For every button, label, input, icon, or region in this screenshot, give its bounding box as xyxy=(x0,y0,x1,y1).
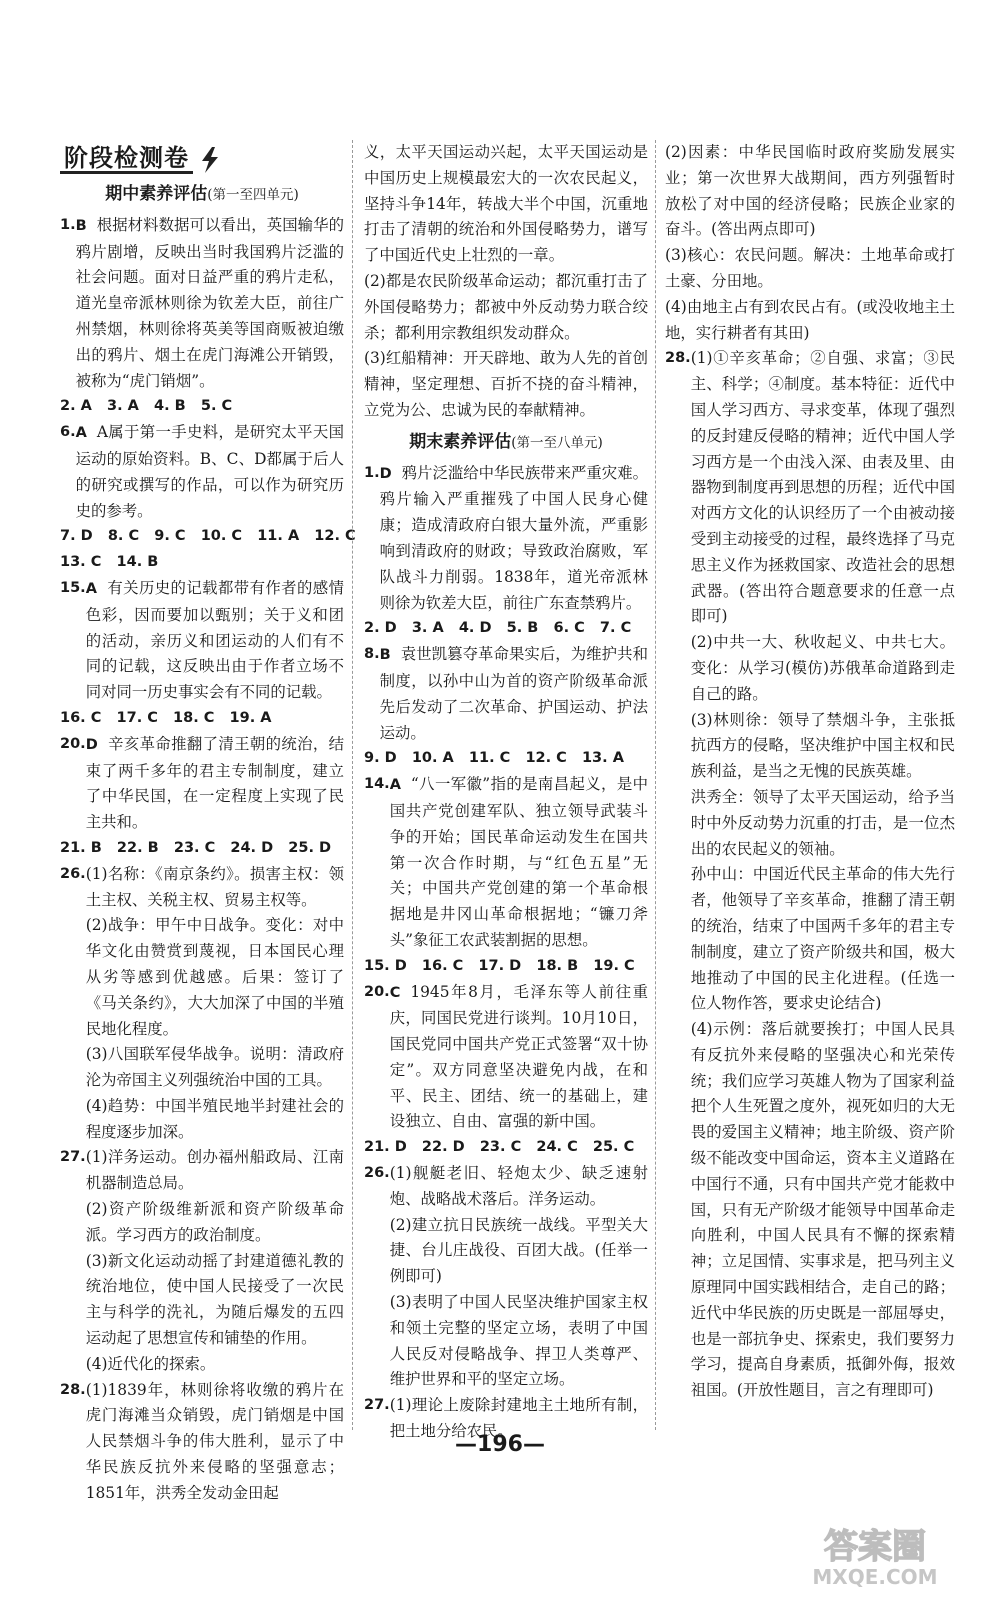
answer-part: (2)战争：甲午中日战争。变化：对中华文化由赞赏到蔑视，日本国民心理从劣等感到优越感。后果：签订了《马关条约》，大大加深了中国的半殖民地化程度。 xyxy=(85,916,344,1038)
answer-part: (2)资产阶级维新派和资产阶级革命派。学习西方的政治制度。 xyxy=(85,1200,344,1244)
answer-choice: A xyxy=(75,425,87,442)
answer-explanation: 鸦片泛滥给中华民族带来严重灾难。鸦片输入严重摧残了中国人民身心健康；造成清政府白银大量外流，严重影响到清政府的财政；导致政治腐败，军队战斗力削弱。1838年，道光帝派林则徐为钦差大臣，前往广东查禁鸦片。 xyxy=(379,463,648,612)
answer-item xyxy=(60,862,344,1146)
watermark-top: 答案圈 xyxy=(824,1527,926,1567)
question-number: 6. xyxy=(60,424,76,441)
question-number: 1. xyxy=(364,464,380,481)
column-1 xyxy=(60,140,356,1507)
answer-part: (1)①辛亥革命；②自强、求富；③民主、科学；④制度。基本特征：近代中国人学习西方、寻求变革，体现了强烈的反封建反侵略的精神；近代中国人学习西方是一个由浅入深、由表及里、由器物到制度再到思想的历程；近代中国对西方文化的认识经历了一个由被动接受到主动接受的过程，最终选择了马克思主义作为拯救国家、改造社会的思想武器。(答出符合题意要求的任意一点即可) xyxy=(690,349,955,626)
answer-choice: A xyxy=(389,777,401,794)
question-number: 26. xyxy=(60,865,86,882)
question-number: 14. xyxy=(364,776,390,793)
continued-text: (2)因素：中华民国临时政府奖励发展实业；第一次世界大战期间，西方列强暂时放松了对中国的经济侵略；民族企业家的奋斗。(答出两点即可) xyxy=(665,143,955,239)
answer-explanation: A属于第一手史料，是研究太平天国运动的原始资料。B、C、D都属于后人的研究或撰写的作品，可以作为研究历史的参考。 xyxy=(75,423,344,520)
question-number: 20. xyxy=(364,983,390,1000)
midterm-continuation xyxy=(364,140,648,424)
answer-row: 9. D 10. A 11. C 12. C 13. A xyxy=(364,750,624,767)
answer-explanation: 根据材料数据可以看出，英国输华的鸦片剧增，反映出当时我国鸦片泛滥的社会问题。面对日益严重的鸦片走私，道光皇帝派林则徐为钦差大臣，前往广州禁烟，林则徐将英美等国商贩被迫缴出的鸦片、烟土在虎门海滩公开销毁，被称为“虎门销烟”。 xyxy=(75,215,344,390)
watermark-logo xyxy=(770,1520,980,1590)
answer-part: 孙中山：中国近代民主革命的伟大先行者，他领导了辛亥革命，推翻了清王朝的统治，结束了中国两千多年的君主专制制度，建立了资产阶级共和国，极大地推动了中国的民主化进程。(任选一位人物作答，要求史论结合) xyxy=(690,865,955,1013)
answer-part: (3)林则徐：领导了禁烟斗争，主张抵抗西方的侵略，坚决维护中国主权和民族利益，是当之无愧的民族英雄。 xyxy=(690,710,955,781)
answer-body xyxy=(390,772,648,954)
answer-item xyxy=(60,1145,344,1377)
answer-choice: D xyxy=(379,465,392,482)
answer-part: (2)中共一大、秋收起义、中共七大。变化：从学习(模仿)苏俄革命道路到走自己的路。 xyxy=(690,633,955,703)
final-scope: (第一至八单元) xyxy=(511,434,603,451)
answer-body xyxy=(380,642,648,746)
continued-text: (3)核心：农民问题。解决：土地革命或打土豪、分田地。 xyxy=(665,246,955,290)
answer-item xyxy=(60,576,344,706)
answer-part: (3)表明了中国人民坚决维护国家主权和领土完整的坚定立场，表明了中国人民反对侵略战争、捍卫人类尊严、维护世界和平的坚定立场。 xyxy=(389,1293,648,1389)
answer-choice: C xyxy=(389,984,401,1001)
column-divider xyxy=(655,140,656,1430)
question-number: 27. xyxy=(60,1149,86,1166)
answer-part: (4)示例：落后就要挨打；中国人民具有反抗外来侵略的坚强决心和光荣传统；我们应学习英雄人物为了国家利益把个人生死置之度外，视死如归的大无畏的爱国主义精神；地主阶级、资产阶级不能改变中国命运，资本主义道路在中国行不通，只有中国共产党才能救中国，只有无产阶级才能领导中国革命走向胜利，中国人民具有不懈的探索精神；立足国情、实事求是，把马列主义原理同中国实践相结合，走自己的路；近代中华民族的历史既是一部屈辱史，也是一部抗争史、探索史，我们要努力学习，提高自身素质，抵御外侮，报效祖国。(开放性题目，言之有理即可) xyxy=(690,1020,955,1400)
question-number: 28. xyxy=(60,1381,86,1398)
answer-explanation: 有关历史的记载都带有作者的感情色彩，因而要加以甄别；关于义和团的活动，亲历义和团运动的人们有不同的记载，这反映出由于作者立场不同对同一历史事实会有不同的记载。 xyxy=(85,578,344,702)
question-number: 26. xyxy=(364,1165,390,1182)
answer-row: 21. B 22. B 23. C 24. D 25. D xyxy=(60,839,332,856)
column-divider xyxy=(352,140,353,1430)
answer-item xyxy=(60,420,344,524)
answer-item xyxy=(60,732,344,836)
final-question-28 xyxy=(665,346,955,1404)
answer-item xyxy=(364,642,648,746)
answer-body xyxy=(86,862,344,1146)
section-title: 阶段检测卷 xyxy=(60,146,193,175)
answer-body xyxy=(86,732,344,836)
answer-explanation: 袁世凯篡夺革命果实后，为维护共和制度，以孙中山为首的资产阶级革命派先后发动了二次革命、护国运动、护法运动。 xyxy=(379,645,648,742)
question-number: 8. xyxy=(364,646,380,663)
answer-item xyxy=(364,980,648,1136)
answer-body xyxy=(390,1161,648,1393)
question-number: 1. xyxy=(60,216,76,233)
answer-row: 2. A 3. A 4. B 5. C xyxy=(60,398,233,415)
answer-choice: B xyxy=(75,217,87,234)
answer-part: (4)近代化的探索。 xyxy=(85,1354,216,1373)
answer-body xyxy=(76,213,344,395)
continued-text: (2)都是农民阶级革命运动；都沉重打击了外国侵略势力；都被中外反动势力联合绞杀；都利用宗教组织发动群众。 xyxy=(364,271,648,342)
final-answer-list xyxy=(364,461,648,1445)
answer-item xyxy=(665,346,955,1404)
answer-part: (1)1839年，林则徐将收缴的鸦片在虎门海滩当众销毁，虎门销烟是中国人民禁烟斗争的伟大胜利，显示了中华民族反抗外来侵略的坚强意志；1851年，洪秀全发动金田起 xyxy=(85,1380,344,1502)
answer-row: 15. D 16. C 17. D 18. B 19. C xyxy=(364,957,635,974)
section-header xyxy=(60,140,344,180)
question-number: 28. xyxy=(665,350,691,367)
answer-explanation: 1945年8月，毛泽东等人前往重庆，同国民党进行谈判。10月10日，国民党同中国共产党正式签署“双十协定”。双方同意坚决避免内战，在和平、民主、团结、统一的基础上，建设独立、自由、富强的新中国。 xyxy=(389,982,648,1131)
answer-row: 13. C 14. B xyxy=(60,554,159,571)
continued-text: (4)由地主占有到农民占有。(或没收地主土地，实行耕者有其田) xyxy=(665,297,955,342)
answer-body xyxy=(380,461,648,617)
answer-part: (1)舰艇老旧、轻炮太少、缺乏速射炮、战略战术落后。洋务运动。 xyxy=(389,1164,648,1208)
answer-body xyxy=(390,980,648,1136)
answer-part: 洪秀全：领导了太平天国运动，给予当时中外反动势力沉重的打击，是一位杰出的农民起义的领袖。 xyxy=(690,787,955,858)
answer-part: (3)新文化运动动摇了封建道德礼教的统治地位，使中国人民接受了一次民主与科学的洗礼，为随后爆发的五四运动起了思想宣传和铺垫的作用。 xyxy=(85,1251,344,1348)
continued-text: 义，太平天国运动兴起，太平天国运动是中国历史上规模最宏大的一次农民起义，坚持斗争14年，转战大半个中国，沉重地打击了清朝的统治和外国侵略势力，谱写了中国近代史上壮烈的一章。 xyxy=(364,143,648,265)
answer-part: (1)名称：《南京条约》。损害主权：领土主权、关税主权、贸易主权等。 xyxy=(85,864,344,909)
midterm-scope: (第一至四单元) xyxy=(207,187,299,203)
column-3 xyxy=(665,140,955,1404)
answer-part: (4)趋势：中国半殖民地半封建社会的程度逐步加深。 xyxy=(85,1096,344,1141)
answer-item xyxy=(364,461,648,617)
answer-body xyxy=(691,346,955,1404)
answer-part: (1)洋务运动。创办福州船政局、江南机器制造总局。 xyxy=(85,1148,344,1193)
final-title: 期末素养评估 xyxy=(409,431,512,452)
midterm-heading xyxy=(60,182,344,209)
answer-item xyxy=(364,1161,648,1393)
answer-body xyxy=(86,576,344,706)
watermark-bottom: MXQE.COM xyxy=(812,1565,938,1589)
question-number: 20. xyxy=(60,735,86,752)
answer-choice: D xyxy=(85,736,98,753)
answer-part: (2)建立抗日民族统一战线。平型关大捷、台儿庄战役、百团大战。(任举一例即可) xyxy=(389,1215,648,1286)
final-continuation xyxy=(665,140,955,346)
midterm-answer-list xyxy=(60,213,356,1507)
answer-item xyxy=(60,213,344,395)
question-number: 15. xyxy=(60,579,86,596)
answer-row: 7. D 8. C 9. C 10. C 11. A 12. C xyxy=(60,528,356,545)
page-number: —196— xyxy=(455,1432,545,1457)
answer-row: 21. D 22. D 23. C 24. C 25. C xyxy=(364,1139,635,1156)
continued-text: (3)红船精神：开天辟地、敢为人先的首创精神，坚定理想、百折不挠的奋斗精神，立党为公、忠诚为民的奉献精神。 xyxy=(364,349,648,419)
answer-row: 2. D 3. A 4. D 5. B 6. C 7. C xyxy=(364,620,632,637)
question-number: 27. xyxy=(364,1397,390,1414)
answer-part: (3)八国联军侵华战争。说明：清政府沦为帝国主义列强统治中国的工具。 xyxy=(85,1045,344,1090)
answer-item xyxy=(364,772,648,954)
answer-choice: A xyxy=(85,580,97,597)
answer-explanation: “八一军徽”指的是南昌起义，是中国共产党创建军队、独立领导武装斗争的开始；国民革命运动发生在国共第一次合作时期，与“红色五星”无关；中国共产党创建的第一个革命根据地是井冈山革命根据地；“镰刀斧头”象征工农武装割据的思想。 xyxy=(389,775,648,949)
answer-row: 16. C 17. C 18. C 19. A xyxy=(60,709,272,726)
answer-explanation: 辛亥革命推翻了清王朝的统治，结束了两千多年的君主专制制度，建立了中华民国，在一定程度上实现了民主共和。 xyxy=(85,734,344,832)
answer-part: (1)理论上废除封建地主土地所有制，把土地分给农民。 xyxy=(389,1396,648,1441)
answer-choice: B xyxy=(379,647,391,664)
lightning-icon xyxy=(199,147,221,173)
column-2 xyxy=(364,140,648,1445)
midterm-title: 期中素养评估 xyxy=(105,184,208,204)
answer-body xyxy=(76,420,344,524)
answer-body xyxy=(86,1145,344,1377)
final-heading xyxy=(364,430,648,457)
